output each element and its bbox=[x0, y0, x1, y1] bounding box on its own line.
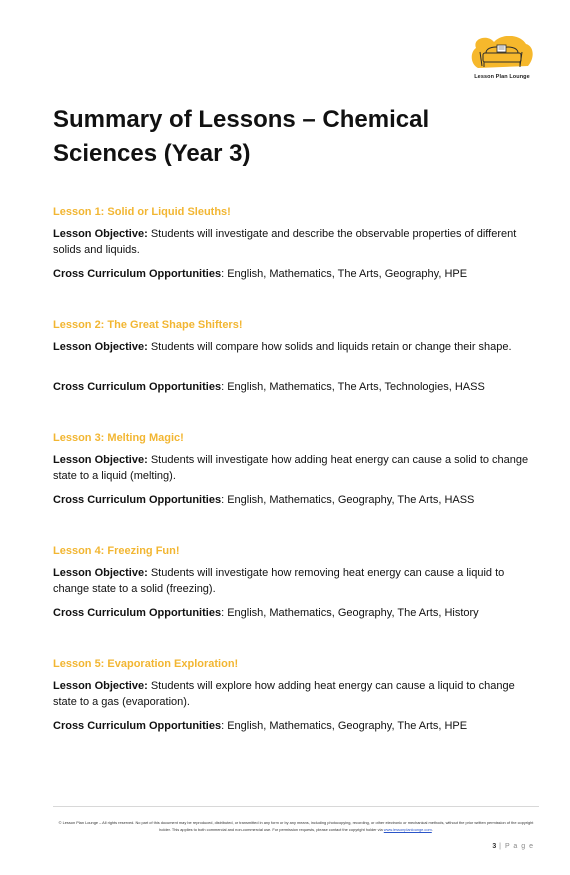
objective-text: Students will investigate how removing heat energy can cause a liquid to change state to a solid (freezing). bbox=[53, 567, 505, 595]
website-link[interactable]: www.lessonplanlounge.com bbox=[383, 826, 432, 832]
cross-curriculum-text: : English, Mathematics, The Arts, Geography, HPE bbox=[221, 268, 468, 280]
lesson-item bbox=[53, 205, 539, 318]
footer-divider bbox=[53, 806, 539, 807]
page-label: | P a g e bbox=[496, 843, 534, 850]
lesson-heading: Lesson 1: Solid or Liquid Sleuths! bbox=[53, 206, 231, 218]
cross-curriculum-label: Cross Curriculum Opportunities bbox=[53, 720, 222, 732]
objective-label: Lesson Objective: bbox=[53, 567, 148, 579]
lesson-item bbox=[53, 657, 539, 770]
lesson-item bbox=[53, 431, 539, 544]
lesson-heading: Lesson 3: Melting Magic! bbox=[53, 432, 184, 444]
objective-text: Students will investigate and describe the observable properties of different solids and liquids. bbox=[53, 228, 517, 256]
lesson-objective bbox=[53, 453, 539, 493]
logo-text: Lesson Plan Lounge bbox=[474, 74, 530, 80]
footer-copyright bbox=[55, 820, 537, 833]
objective-text: Students will compare how solids and liquids retain or change their shape. bbox=[150, 341, 512, 353]
cross-curriculum-label: Cross Curriculum Opportunities bbox=[53, 494, 222, 506]
lesson-plan-lounge-logo bbox=[468, 36, 536, 86]
lesson-list bbox=[53, 205, 539, 770]
page-title: Summary of Lessons – Chemical Sciences (Year 3) bbox=[53, 106, 430, 167]
page-number-value: 3 bbox=[492, 843, 497, 850]
cross-curriculum-label: Cross Curriculum Opportunities bbox=[53, 381, 222, 393]
lesson-objective bbox=[53, 340, 539, 380]
cross-curriculum bbox=[53, 606, 539, 622]
page-number bbox=[430, 843, 534, 850]
objective-text: Students will investigate how adding heat energy can cause a solid to change state to a liquid (melting). bbox=[53, 454, 529, 482]
link-suffix: . bbox=[431, 826, 433, 832]
lesson-objective bbox=[53, 566, 539, 606]
cross-curriculum-text: : English, Mathematics, Geography, The Arts, HASS bbox=[221, 494, 475, 506]
objective-label: Lesson Objective: bbox=[53, 454, 148, 466]
cross-curriculum-text: : English, Mathematics, The Arts, Technologies, HASS bbox=[221, 381, 485, 393]
cross-curriculum bbox=[53, 267, 539, 283]
cross-curriculum bbox=[53, 380, 539, 396]
lesson-heading: Lesson 5: Evaporation Exploration! bbox=[53, 658, 239, 670]
couch-logo-icon bbox=[468, 36, 536, 76]
lesson-objective bbox=[53, 227, 539, 267]
cross-curriculum-text: : English, Mathematics, Geography, The Arts, HPE bbox=[221, 720, 468, 732]
lesson-item bbox=[53, 544, 539, 657]
lesson-item bbox=[53, 318, 539, 431]
lesson-objective bbox=[53, 679, 539, 719]
cross-curriculum-label: Cross Curriculum Opportunities bbox=[53, 607, 222, 619]
cross-curriculum-text: : English, Mathematics, Geography, The Arts, History bbox=[221, 607, 479, 619]
cross-curriculum bbox=[53, 719, 539, 735]
copyright-text: © Lesson Plan Lounge – All rights reserved. No part of this document may be reproduced, distributed, or transmitted in any form or by any means, including photocopying, recording, or other electronic or mechanical methods, without the prior written permission of the copyright holder. This applies to both commercial and non-commercial use. For permission requests, please contact the copyright holder via bbox=[58, 820, 534, 832]
cross-curriculum-label: Cross Curriculum Opportunities bbox=[53, 268, 222, 280]
objective-label: Lesson Objective: bbox=[53, 680, 148, 692]
lesson-heading: Lesson 4: Freezing Fun! bbox=[53, 545, 180, 557]
lesson-heading: Lesson 2: The Great Shape Shifters! bbox=[53, 319, 243, 331]
cross-curriculum bbox=[53, 493, 539, 509]
objective-label: Lesson Objective: bbox=[53, 228, 148, 240]
objective-label: Lesson Objective: bbox=[53, 341, 148, 353]
objective-text: Students will explore how adding heat energy can cause a liquid to change state to a gas (evaporation). bbox=[53, 680, 515, 708]
